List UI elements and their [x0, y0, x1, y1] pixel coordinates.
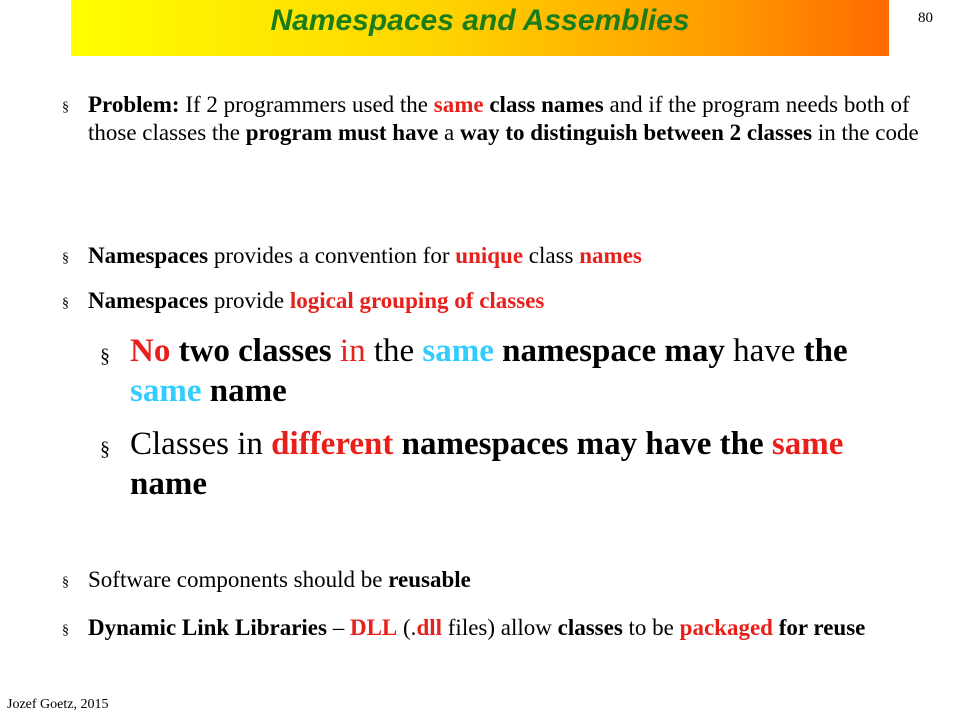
bullet-different-namespaces — [100, 424, 900, 504]
page-number: 80 — [918, 10, 933, 26]
bullet-text: Namespaces provide logical grouping of classes — [88, 288, 545, 313]
bullet-software-components — [62, 566, 922, 597]
slide-title: Namespaces and Assemblies — [270, 4, 690, 37]
bullet-icon: § — [100, 438, 110, 460]
bullet-text: Classes in different namespaces may have the same name — [130, 426, 844, 502]
bullet-text: Namespaces provides a convention for unique class names — [88, 243, 642, 268]
bullet-text: Software components should be reusable — [88, 567, 471, 592]
bullet-icon: § — [62, 100, 69, 115]
bullet-icon: § — [100, 345, 110, 367]
bullet-icon: § — [62, 623, 69, 638]
footer-author: Jozef Goetz, 2015 — [7, 697, 109, 712]
bullet-text: Dynamic Link Libraries – DLL (.dll files) allow classes to be packaged for reuse — [88, 615, 866, 640]
bullet-dll — [62, 614, 922, 645]
bullet-text: No two classes in the same namespace may have the same name — [130, 333, 848, 409]
bullet-text: Problem: If 2 programmers used the same class names and if the program needs both of those classes the program must have a way to distinguish between 2 classes in the code — [88, 92, 919, 145]
bullet-icon: § — [62, 575, 69, 590]
bullet-namespaces-convention — [62, 242, 922, 273]
bullet-no-two-classes — [100, 331, 900, 411]
bullet-problem — [62, 91, 922, 147]
bullet-icon: § — [62, 296, 69, 311]
title-bar — [71, 0, 889, 56]
bullet-icon: § — [62, 251, 69, 266]
bullet-namespaces-grouping — [62, 287, 922, 318]
